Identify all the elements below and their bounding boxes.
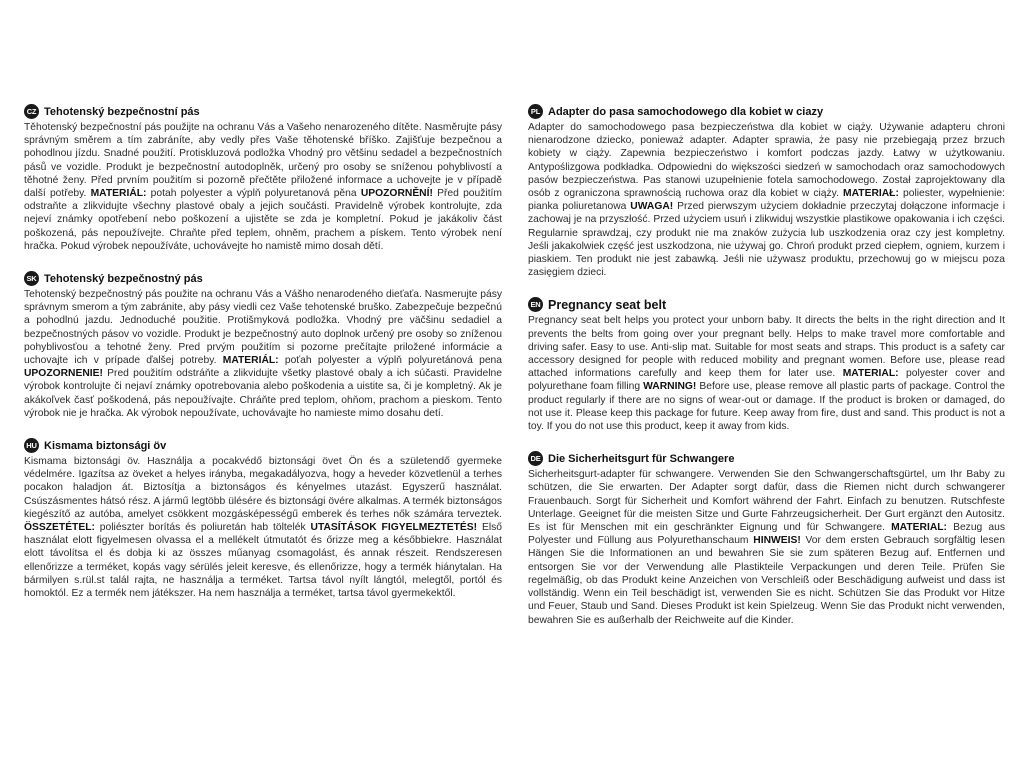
language-badge-de: DE [528, 451, 543, 466]
section-header [528, 104, 1005, 119]
section-cz [24, 104, 502, 253]
section-header [24, 438, 502, 453]
body-text: Adapter do samochodowego pasa bezpieczeństwa dla kobiet w ciąży. Używanie adapteru chroni nienarodzone dziecko, ponieważ adapter. Adapter sprawia, że pasy nie przebiegają przez brzuch kobiety w ciąży. Zapewnia bezpieczeństwo i komfort podczas jazdy. Łatwy w użytkowaniu. Antypoślizgowa podkładka. Odpowiedni do większości siedzeń w samochodach oraz samochodowych pasów bezpieczeństwa. Pas stanowi uzupełnienie fotela samochodowego. Został zaprojektowany dla osób z ograniczona sprawnością ruchowa oraz dla kobiet w ciąży. [528, 122, 1005, 200]
body-text: Pregnancy seat belt helps you protect your unborn baby. It directs the belts in the right direction and It prevents the belts from going over your pregnant belly. Helps to make travel more comfortable and driving safer. Easy to use. Anti-slip mat. Suitable for most seats and straps. This product is a safety car accessory designed for people with reduced mobility and pregnant women. Before use, please read attached informations carefully and keep them for later use. [528, 315, 1005, 380]
warning-keyword: HINWEIS! [753, 535, 801, 547]
section-body-de [528, 468, 1005, 626]
material-keyword: MATERIÁL: [222, 355, 279, 367]
section-body-cz [24, 121, 502, 253]
body-text: Kismama biztonsági öv. Használja a pocakvédő biztonsági övet Ön és a születendő gyermeke védelmére. Igazítsa az öveket a helyes irányba, megakadályozva, hogy a heveder közvetlenül a terhes pocakon haladjon át. Biztosítja a biztonságos és kényelmes utazást. Egyszerű használat. Csúszásmentes hátsó rész. A jármű legtöbb ülésére és biztonsági övére alkalmas. A termék biztonságos kiegészítő az autóba, amelyet csökkent mozgásképességű emberek és terhes nők számára terveztek. [24, 456, 502, 520]
warning-keyword: UTASÍTÁSOK FIGYELMEZTETÉS! [310, 522, 478, 534]
section-header [24, 104, 502, 119]
section-title-cz: Tehotenský bezpečnostní pás [44, 105, 200, 118]
section-header [528, 297, 1005, 312]
body-text: polyester cover and polyurethane foam filling [528, 368, 1005, 393]
warning-keyword: UWAGA! [630, 201, 674, 213]
section-body-sk [24, 288, 502, 420]
warning-keyword: UPOZORNENIE! [24, 368, 103, 380]
body-text: Vor dem ersten Gebrauch sorgfältig lesen Hängen Sie die Informationen an und bewahren Sie sie zum späteren Bezug auf. Entfernen und entsorgen Sie vor der Verwendung alle Plastikteile Verpackungen und deren Teile. Prüfen Sie regelmäßig, ob das Produkt keine Anzeichen von Verschleiß oder Beschädigung aufweist und dass ist vollständig. Wenn ein Teil beschädigt ist, verwenden Sie es nicht. Schützen Sie das Produkt vor Hitze und Feuer, Staub und Sand. Dieses Produkt ist kein Spielzeug. Wenn Sie das Produkt nicht verwenden, bewahren Sie es außerhalb der Reichweite auf die Kinder. [528, 535, 1005, 626]
left-column [24, 104, 502, 618]
material-keyword: MATERIAŁ: [843, 188, 899, 200]
body-text: potah polyester a výplň polyuretanová pěna [146, 188, 361, 200]
warning-keyword: UPOZORNĚNÍ! [360, 188, 433, 200]
body-text: poťah polyester a výplň polyuretánová pena [278, 355, 502, 367]
section-title-pl: Adapter do pasa samochodowego dla kobiet w ciazy [548, 105, 824, 118]
body-text: Pred použitím odstráňte a zlikvidujte všetky plastové obaly a ich súčasti. Pravidelne výrobok kontrolujte či nejaví známky opotrebovania alebo poškodenia a uistite sa, či je kompletný. Ak je akákoľvek časť poškodená, pás nepoužívajte. Chráňte pred teplom, ohňom, prachom a pieskom. Tento výrobok nie je hračka. Ak výrobok nepoužívate, uchovávajte ho namieste mimo dosahu detí. [24, 368, 502, 419]
section-sk [24, 271, 502, 420]
section-body-hu [24, 455, 502, 600]
body-text: Bezug aus Polyester und Füllung aus Polyurethanschaum [528, 522, 1005, 547]
language-badge-en: EN [528, 297, 543, 312]
section-body-en [528, 314, 1005, 433]
section-hu [24, 438, 502, 600]
body-text: Sicherheitsgurt-adapter für schwangere. Verwenden Sie den Schwangerschaftsgürtel, um Ihr Baby zu schützen, die Sie erwarten. Der Adapter sorgt dafür, dass die Riemen nicht durch schwangerer Frauenbauch. Sorgt für Sicherheit und Komfort während der Fahrt. Einfach zu benutzen. Rutschfeste Unterlage. Geeignet für die meisten Sitze und Gurte Fahrzeugsicherheit. Der Gurt ergänzt den Autositz. Es ist für Menschen mit ein geschränkter Eignung und für Schwangere. [528, 469, 1005, 534]
body-text: poliester, wypełnienie: pianka poliuretanowa [528, 188, 1006, 213]
section-pl [528, 104, 1005, 279]
material-keyword: MATERIÁL: [90, 188, 147, 200]
body-text: Před použitím odstraňte a zlikvidujte všechny plastové obaly a jejich součásti. Pravidelně výrobek kontrolujte, zda nejeví známky opotřebení nebo poškození a ujistěte se zda je kompletní. Pokud je jakákoliv část poškozená, pás nepoužívejte. Chraňte před teplem, ohněm, prachem a pískem. Tento výrobek není hračka. Pokud výrobek nepoužíváte, uchovávejte ho namistě mimo dosah dětí. [24, 188, 502, 252]
section-title-en: Pregnancy seat belt [548, 297, 667, 312]
language-badge-sk: SK [24, 271, 39, 286]
section-en [528, 297, 1005, 433]
section-header [24, 271, 502, 286]
right-column [528, 104, 1005, 645]
body-text: Przed pierwszym użyciem dokładnie przeczytaj dołączone informacje i zachowaj je na przyszłość. Przed użyciem usuń i zlikwiduj wszystkie plastikowe opakowania i ich części. Regularnie sprawdzaj, czy produkt nie ma znaków zużycia lub uszkodzenia oraz czy jest kompletny. Jeśli jakakolwiek część jest uszkodzona, nie używaj go. Chroń produkt przed ciepłem, ogniem, kurzem i piaskiem. Ten produkt nie jest zabawką. Jeśli nie używasz produktu, przechowuj go w miejscu poza zasięgiem dzieci. [528, 201, 1005, 279]
language-badge-pl: PL [528, 104, 543, 119]
section-title-hu: Kismama biztonsági öv [44, 439, 167, 452]
section-header [528, 451, 1005, 466]
body-text: Těhotenský bezpečnostní pás použijte na ochranu Vás a Vašeho nenarozeného dítěte. Nasměrujte pásy správným směrem a tím zabráníte, aby vedly přes Vaše těhotenské bříško. Zajišťuje bezpečnou a pohodlnou jízdu. Snadné použití. Protiskluzová podložka Vhodný pro většinu sedadel a bezpečnostních pásů ve vozidle. Produkt je bezpečnostní autodoplněk, určený pro osoby se sníženou pohyblivostí a těhotné ženy. Před prvním použitím si pozorně přečtěte přiložené informace a uchovejte je v případě další potřeby. [24, 122, 502, 200]
warning-keyword: WARNING! [643, 381, 697, 393]
section-de [528, 451, 1005, 626]
section-body-pl [528, 121, 1005, 279]
material-keyword: MATERIAL: [842, 368, 899, 380]
body-text: poliészter borítás és poliuretán hab töltelék [94, 522, 311, 534]
section-title-sk: Tehotenský bezpečnostný pás [44, 272, 203, 285]
language-badge-hu: HU [24, 438, 39, 453]
body-text: Tehotenský bezpečnostný pás použite na ochranu Vás a Vášho nenarodeného dieťaťa. Nasmerujte pásy správnym smerom a tým zabránite, aby pásy viedli cez Vaše tehotenské bruško. Zabezpečuje bezpečnú a pohodlnú jazdu. Jednoduché použitie. Protišmyková podložka. Vhodný pre väčšinu sedadiel a bezpečnostných pásov vo vozidle. Produkt je bezpečnostný auto doplnok určený pre osoby so zníženou pohyblivosťou a tehotné ženy. Pred prvým použitím si pozorne prečítajte priložené informácie a uchovajte ich v prípade ďalšej potreby. [24, 289, 502, 367]
material-keyword: MATERIAL: [891, 522, 947, 534]
language-badge-cz: CZ [24, 104, 39, 119]
section-title-de: Die Sicherheitsgurt für Schwangere [548, 452, 735, 465]
body-text: Első használat elott figyelmesen olvassa el a mellékelt útmutatót és őrizze meg a későbbiekre. Használat elott távolítsa el és dobja ki az összes műanyag csomagolást, és annak részeit. Rendszeresen ellenőrizze a terméket, kopás vagy sérülés jeleit keresve, és ellenőrizze, hogy a termék hiánytalan. Ha bármilyen s.rül.st talál rajta, ne használja a terméket. Tartsa távol nyílt lángtól, melegtől, portól és homoktól. Ez a termék nem játékszer. Ha nem használja a terméket, tartsa távol gyermekektől. [24, 522, 502, 600]
body-text: Before use, please remove all plastic parts of package. Control the product regularly if there are no signs of wear-out or damage. If the product is broken or damaged, do not use it. Please keep this package for future. Keep away from fire, dust and sand. This product is not a toy. If you do not use this product, keep it away from kids. [528, 381, 1005, 433]
material-keyword: ÖSSZETÉTEL: [24, 522, 95, 534]
